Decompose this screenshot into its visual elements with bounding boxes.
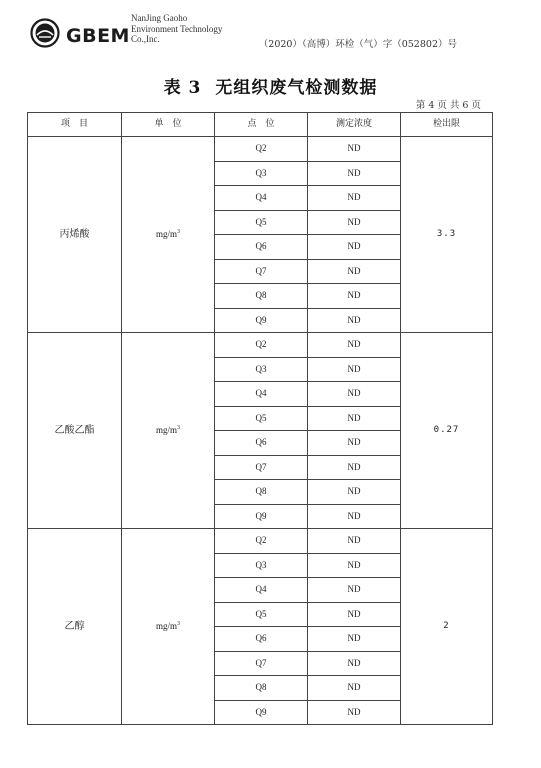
- unit-cell: [122, 529, 215, 725]
- measured-concentration: ND: [308, 651, 401, 676]
- measured-concentration: ND: [308, 382, 401, 407]
- page-indicator: 第 4 页 共 6 页: [415, 100, 481, 111]
- unit-superscript: 3: [177, 229, 180, 235]
- table-body: [28, 137, 493, 725]
- sampling-point: Q7: [215, 651, 308, 676]
- company-logo-icon: [30, 18, 60, 48]
- unit-text: mg/m: [155, 425, 177, 435]
- sampling-point: Q6: [215, 627, 308, 652]
- detection-limit: 2: [401, 529, 493, 725]
- sampling-point: Q8: [215, 284, 308, 309]
- measured-concentration: ND: [308, 676, 401, 701]
- measured-concentration: ND: [308, 455, 401, 480]
- measured-concentration: ND: [308, 210, 401, 235]
- document-header: [0, 0, 541, 70]
- measured-concentration: ND: [308, 186, 401, 211]
- pollutant-name: 丙烯酸: [28, 137, 122, 333]
- sampling-point: Q9: [215, 700, 308, 725]
- sampling-point: Q7: [215, 455, 308, 480]
- pollutant-name: 乙醇: [28, 529, 122, 725]
- table-row: [28, 529, 493, 554]
- sampling-point: Q3: [215, 357, 308, 382]
- column-header-item: 项 目: [28, 113, 122, 137]
- data-table: [27, 112, 493, 725]
- sampling-point: Q4: [215, 578, 308, 603]
- sampling-point: Q6: [215, 431, 308, 456]
- unit-superscript: 3: [177, 621, 180, 627]
- measured-concentration: ND: [308, 553, 401, 578]
- column-header-detection-limit: 检出限: [401, 113, 493, 137]
- sampling-point: Q2: [215, 333, 308, 358]
- measured-concentration: ND: [308, 406, 401, 431]
- column-header-unit: 单 位: [122, 113, 215, 137]
- table-number: 表 3: [163, 78, 202, 98]
- sampling-point: Q9: [215, 504, 308, 529]
- measured-concentration: ND: [308, 308, 401, 333]
- unit-cell: [122, 333, 215, 529]
- unit-cell: [122, 137, 215, 333]
- sampling-point: Q3: [215, 161, 308, 186]
- sampling-point: Q4: [215, 382, 308, 407]
- measured-concentration: ND: [308, 161, 401, 186]
- detection-limit: 0.27: [401, 333, 493, 529]
- sampling-point: Q2: [215, 529, 308, 554]
- measured-concentration: ND: [308, 431, 401, 456]
- sampling-point: Q5: [215, 602, 308, 627]
- sampling-point: Q4: [215, 186, 308, 211]
- measured-concentration: ND: [308, 137, 401, 162]
- sampling-point: Q8: [215, 480, 308, 505]
- unit-text: mg/m: [155, 229, 177, 239]
- company-line: Co.,Inc.: [131, 34, 160, 44]
- measured-concentration: ND: [308, 578, 401, 603]
- sampling-point: Q7: [215, 259, 308, 284]
- table-header-row: [28, 113, 493, 137]
- column-header-point: 点 位: [215, 113, 308, 137]
- measured-concentration: ND: [308, 284, 401, 309]
- measured-concentration: ND: [308, 480, 401, 505]
- sampling-point: Q6: [215, 235, 308, 260]
- unit-text: mg/m: [155, 621, 177, 631]
- measured-concentration: ND: [308, 333, 401, 358]
- measured-concentration: ND: [308, 504, 401, 529]
- logo-wordmark: GBEM: [66, 25, 130, 47]
- unit-superscript: 3: [177, 425, 180, 431]
- measured-concentration: ND: [308, 529, 401, 554]
- table-row: [28, 137, 493, 162]
- detection-limit: 3.3: [401, 137, 493, 333]
- company-line: Environment Technology: [131, 23, 223, 34]
- measured-concentration: ND: [308, 235, 401, 260]
- measured-concentration: ND: [308, 700, 401, 725]
- sampling-point: Q2: [215, 137, 308, 162]
- sampling-point: Q9: [215, 308, 308, 333]
- sampling-point: Q8: [215, 676, 308, 701]
- sampling-point: Q5: [215, 406, 308, 431]
- table-row: [28, 333, 493, 358]
- pollutant-name: 乙酸乙酯: [28, 333, 122, 529]
- column-header-concentration: 测定浓度: [308, 113, 401, 137]
- measured-concentration: ND: [308, 602, 401, 627]
- measured-concentration: ND: [308, 357, 401, 382]
- table-title-text: 无组织废气检测数据: [215, 78, 378, 98]
- sampling-point: Q3: [215, 553, 308, 578]
- sampling-point: Q5: [215, 210, 308, 235]
- company-name: [131, 13, 222, 45]
- measured-concentration: ND: [308, 259, 401, 284]
- company-line: NanJing Gaoho: [131, 13, 188, 23]
- report-number: （2020）（高博）环检（气）字（052802）号: [258, 39, 457, 50]
- measured-concentration: ND: [308, 627, 401, 652]
- table-title: [0, 73, 541, 98]
